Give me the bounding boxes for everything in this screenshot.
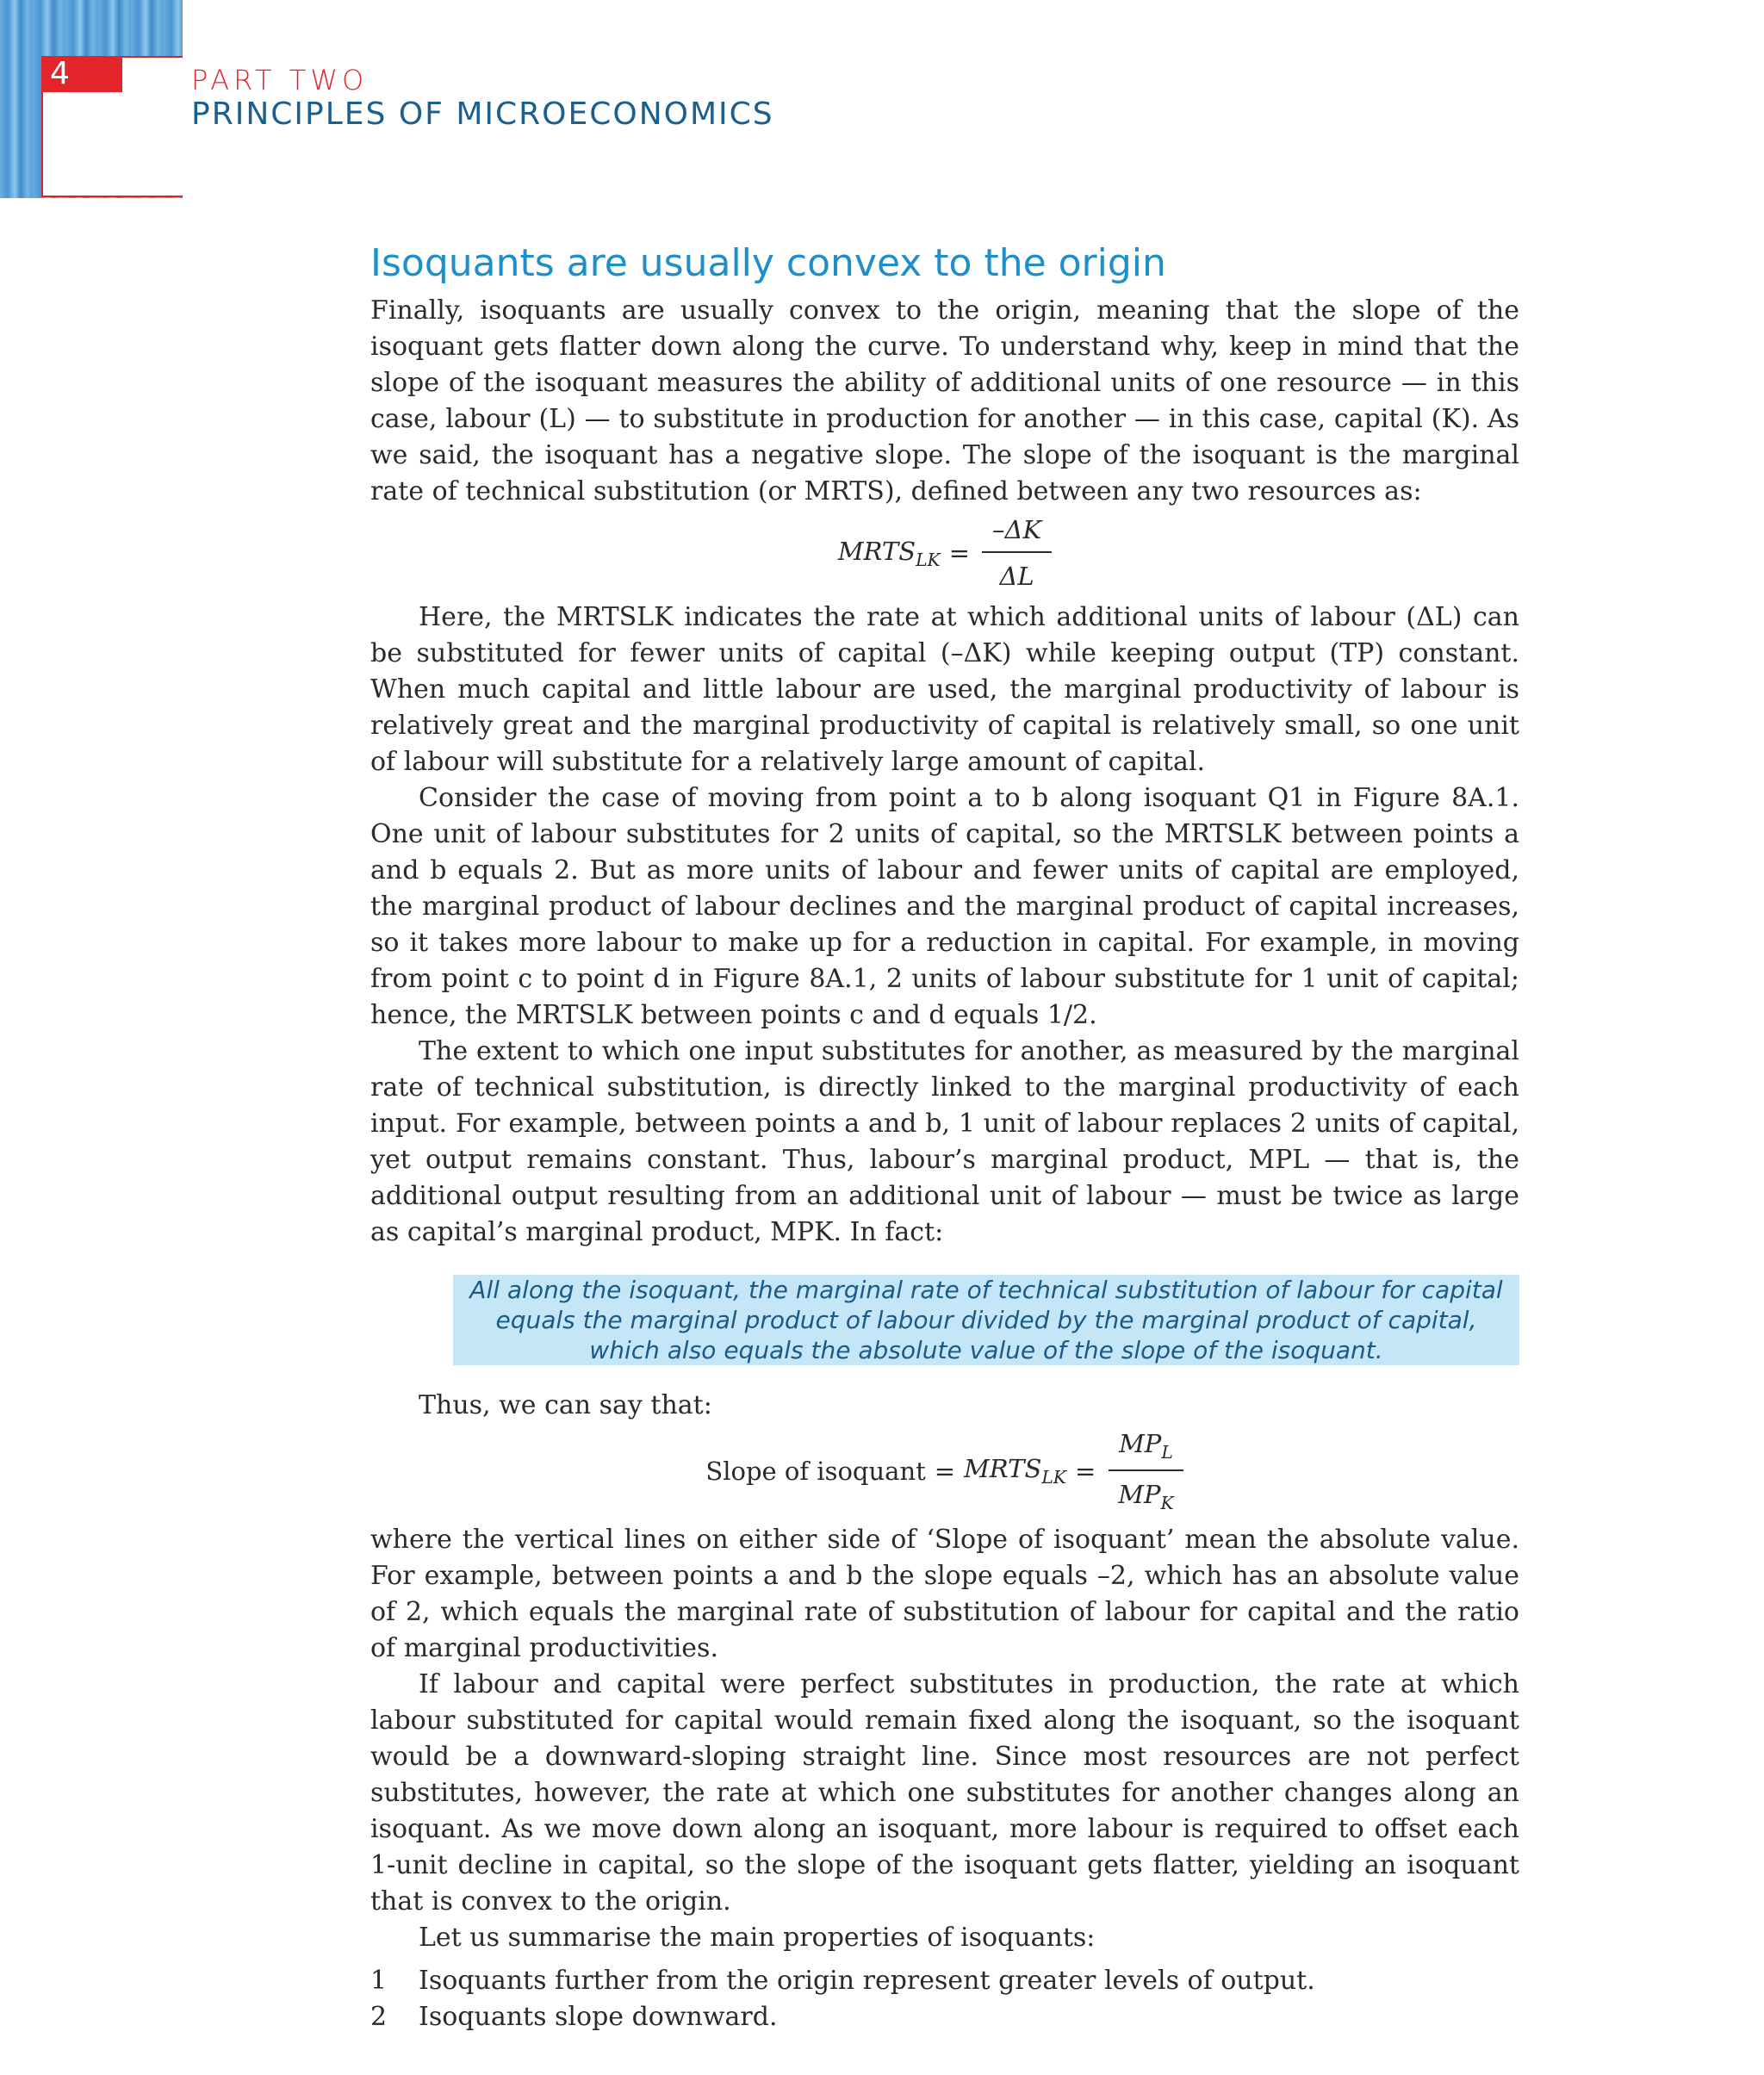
part-label: PART TWO [191,64,369,96]
callout-line: equals the marginal product of labour divided by the marginal product of capital, [453,1305,1519,1335]
paragraph-1: Finally, isoquants are usually convex to the origin, meaning that the slope of the isoquant gets flatter down along the curve. To understand why, keep in mind that the slope of the isoquant measures the ability of additional units of one resource — in this case, labour (L) — to substitute in production for another — in this case, capital (K). As we said, the isoquant has a negative slope. The slope of the isoquant is the marginal rate of technical substitution (or MRTS), defined between any two resources as: [370,295,1519,506]
formula-denominator: $MP_K$ [1118,1479,1174,1513]
page-number: 4 [41,56,122,92]
list-item: 2 Isoquants slope downward. [370,2001,778,2032]
paragraph-8: Let us summarise the main properties of isoquants: [419,1922,1096,1953]
main-content [370,238,1519,2035]
formula-numerator: $MP_L$ [1109,1429,1183,1471]
slope-formula [370,1429,1519,1513]
part-title: PRINCIPLES OF MICROECONOMICS [191,96,774,132]
callout-line: All along the isoquant, the marginal rate of technical substitution of labour for capital [453,1275,1519,1305]
section-title: Isoquants are usually convex to the origin [370,241,1166,285]
callout-line: which also equals the absolute value of the slope of the isoquant. [453,1335,1519,1365]
formula-fraction [1108,1429,1183,1513]
paragraph-4: The extent to which one input substitutes for another, as measured by the marginal rate of technical substitution, is directly linked to the marginal productivity of each input. For example, between points a and b, 1 unit of labour replaces 2 units of capital, yet output remains constant. Thus, labour’s marginal product, MPL — that is, the additional output resulting from an additional unit of labour — must be twice as large as capital’s marginal product, MPK. In fact: [370,1036,1519,1247]
formula-equals: = [948,538,971,568]
formula-denominator: ΔL [999,562,1034,591]
formula-equals: = [1074,1456,1096,1486]
paragraph-7: If labour and capital were perfect substitutes in production, the rate at which labour substituted for capital would remain fixed along the isoquant, so the isoquant would be a downward-sloping straight line. Since most resources are not perfect substitutes, however, the rate at which one substitutes for another changes along an isoquant. As we move down along an isoquant, more labour is required to offset each 1-unit decline in capital, so the slope of the isoquant gets flatter, yielding an isoquant that is convex to the origin. [370,1668,1519,1917]
list-item: 1 Isoquants further from the origin represent greater levels of output. [370,1965,1315,1996]
paragraph-3: Consider the case of moving from point a to b along isoquant Q1 in Figure 8A.1. One unit of labour substitutes for 2 units of capital, so the MRTSLK between points a and b equals 2. But as more units of labour and fewer units of capital are employed, the marginal product of labour declines and the marginal product of capital increases, so it takes more labour to make up for a reduction in capital. For example, in moving from point c to point d in Figure 8A.1, 2 units of labour substitute for 1 unit of capital; hence, the MRTSLK between points c and d equals 1/2. [370,783,1519,1030]
slope-label: Slope of isoquant [705,1456,926,1486]
formula-numerator: –ΔK [982,515,1052,553]
mrts-formula [370,515,1519,591]
formula-equals: = [934,1456,956,1486]
formula-lhs: $MRTS_{LK}$ [837,536,941,570]
paragraph-6: where the vertical lines on either side of ‘Slope of isoquant’ mean the absolute value. For example, between points a and b the slope equals –2, which has an absolute value of 2, which equals the marginal rate of substitution of labour for capital and the ratio of marginal productivities. [370,1524,1519,1663]
formula-fraction [982,515,1052,591]
paragraph-2: Here, the MRTSLK indicates the rate at which additional units of labour (ΔL) can be substituted for fewer units of capital (–ΔK) while keeping output (TP) constant. When much capital and little labour are used, the marginal productivity of labour is relatively great and the marginal productivity of capital is relatively small, so one unit of labour will substitute for a relatively large amount of capital. [370,602,1519,777]
formula-mrts: $MRTS_{LK}$ [964,1454,1066,1488]
properties-list [370,1963,1519,2035]
paragraph-5: Thus, we can say that: [419,1390,712,1420]
key-point-callout [453,1275,1519,1365]
